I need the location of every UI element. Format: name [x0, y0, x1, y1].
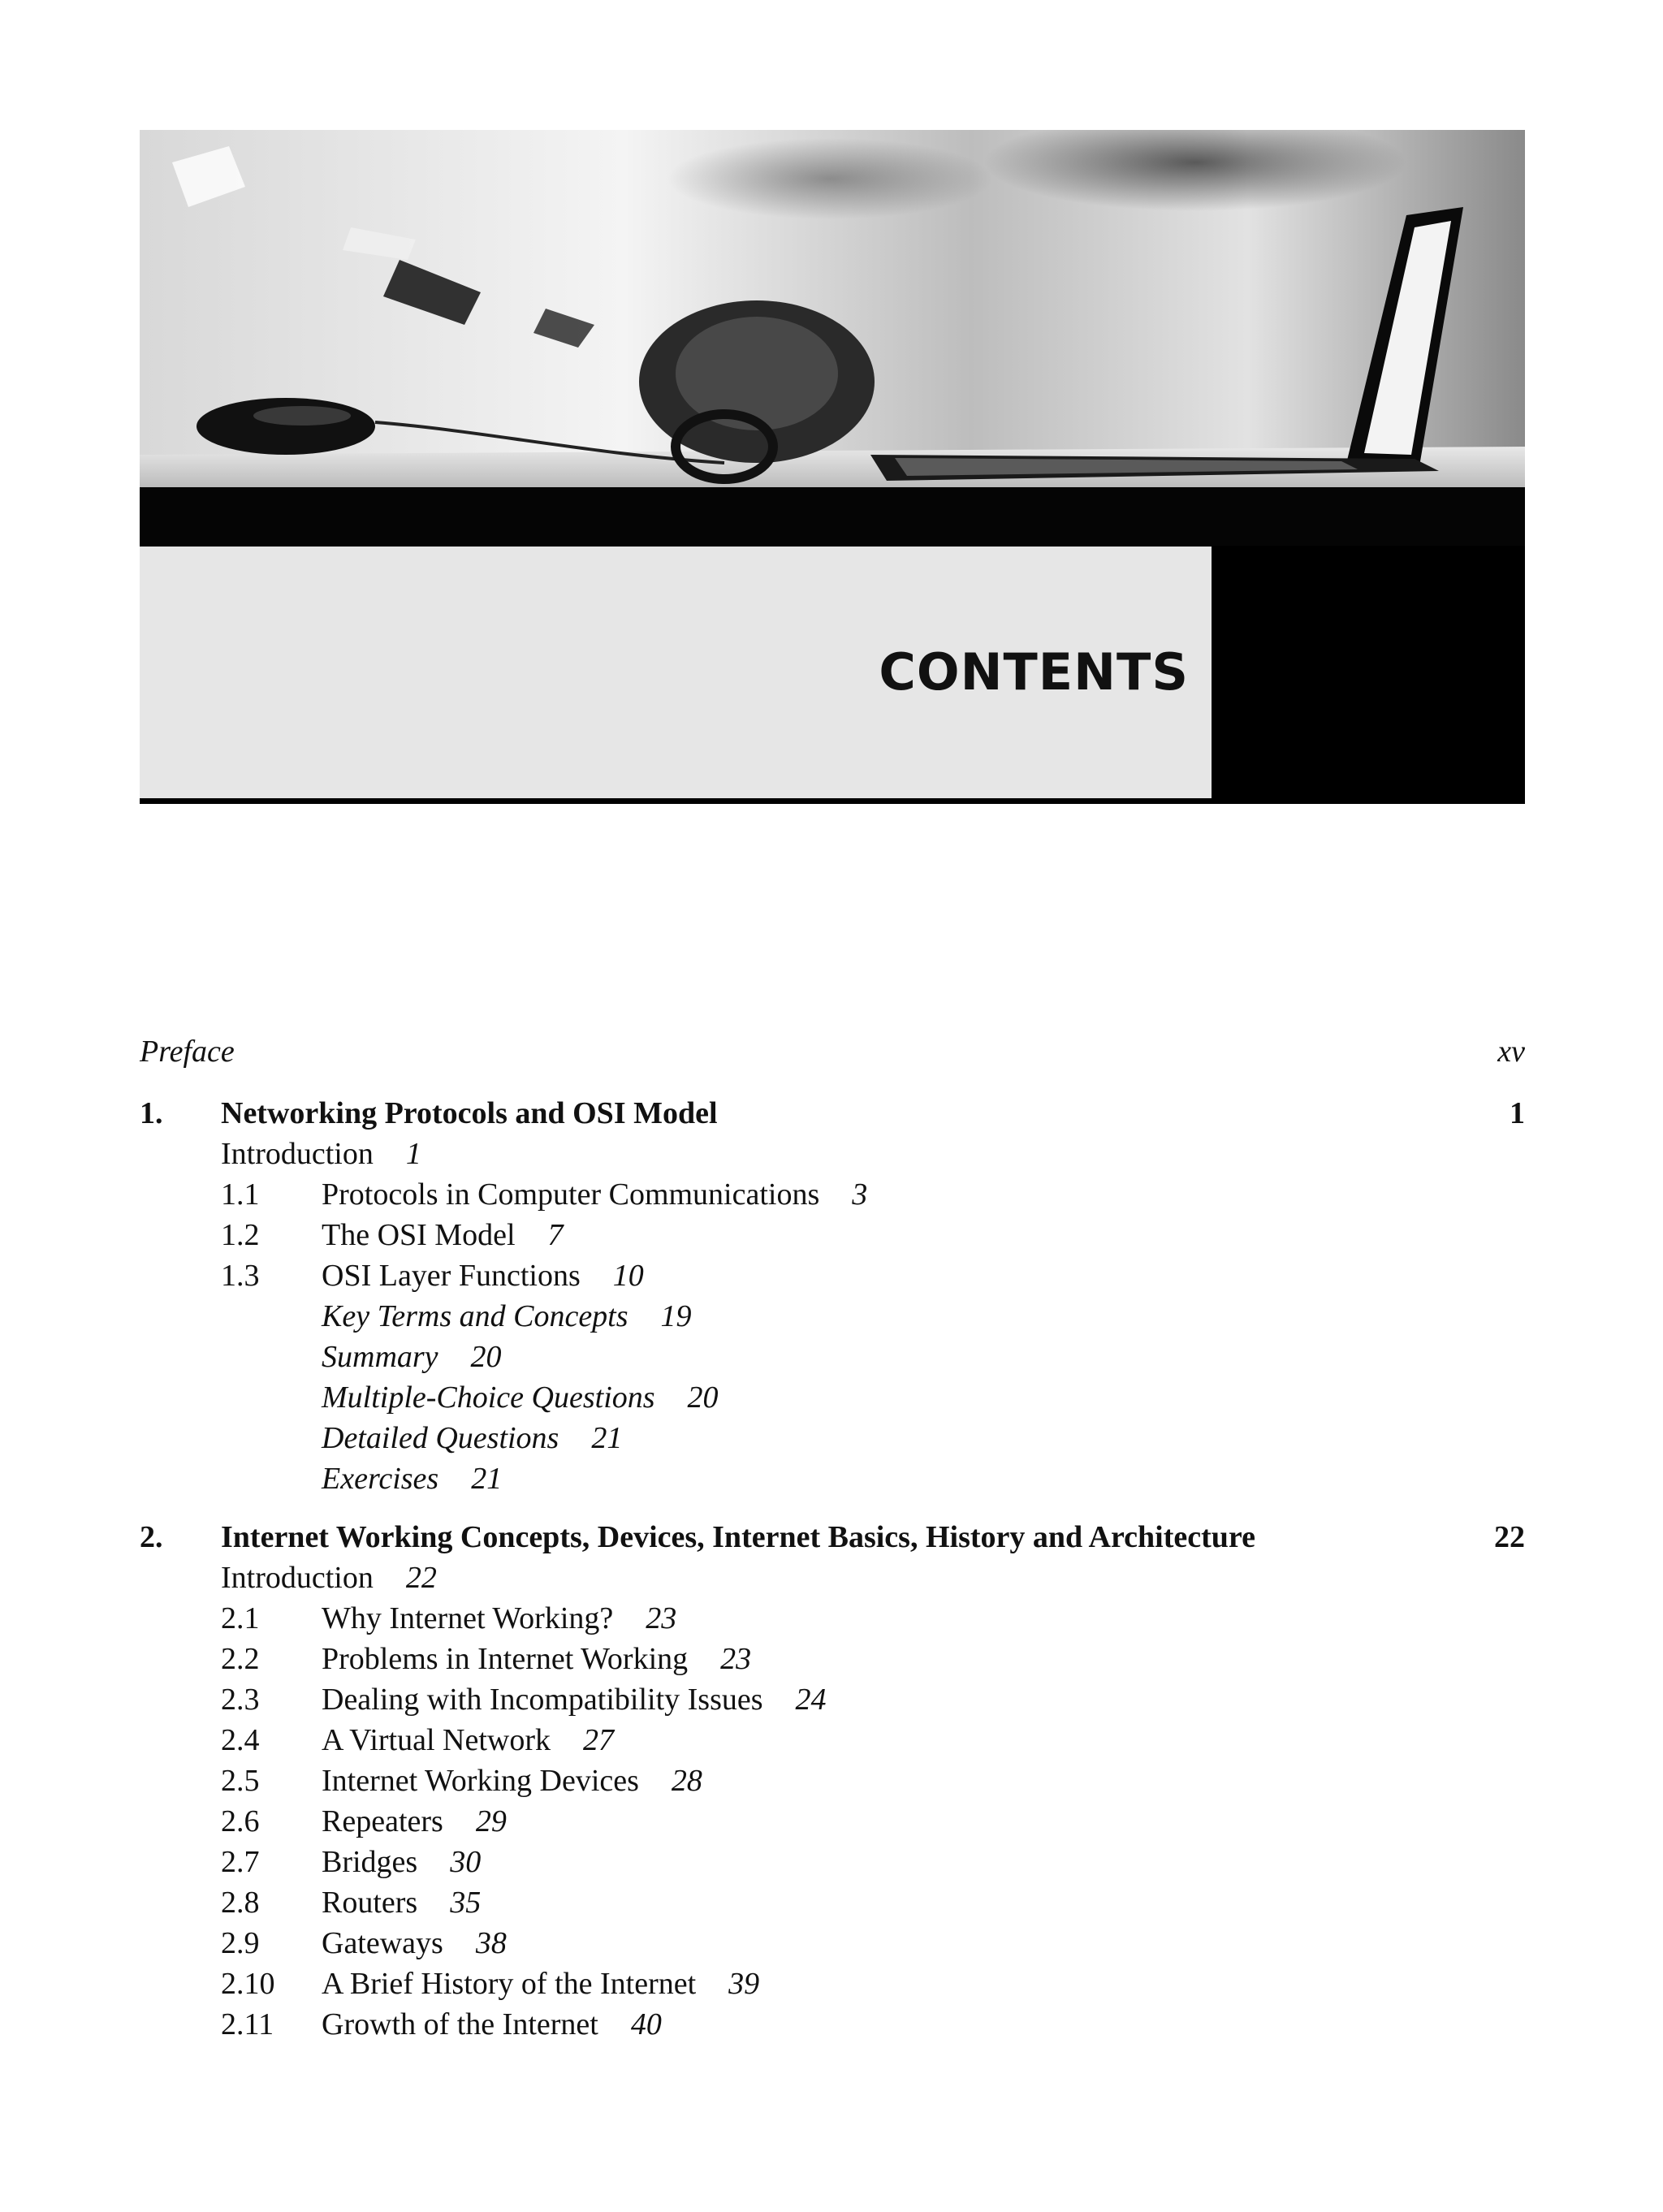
entry-label: Repeaters	[322, 1804, 443, 1838]
entry-page: 28	[671, 1764, 702, 1798]
entry-label: Key Terms and Concepts	[322, 1299, 628, 1333]
entry-page: 7	[547, 1218, 564, 1252]
entry-page: 22	[405, 1561, 437, 1595]
toc-entry[interactable]	[140, 1598, 1525, 1639]
toc-entry[interactable]	[140, 2004, 1525, 2045]
entry-page: 10	[612, 1259, 644, 1293]
toc-entry[interactable]	[140, 1337, 1525, 1377]
section-number: 2.4	[221, 1723, 260, 1757]
toc-chapter-1[interactable]	[140, 1093, 1525, 1134]
toc-entry[interactable]	[140, 1882, 1525, 1923]
toc-entry[interactable]	[140, 1639, 1525, 1679]
toc-entry[interactable]	[140, 1964, 1525, 2004]
entry-page: 39	[728, 1967, 760, 2001]
entry-page: 3	[852, 1177, 868, 1212]
entry-page: 23	[646, 1601, 677, 1635]
desk-photo-icon	[140, 130, 1525, 546]
toc-entry[interactable]	[140, 1215, 1525, 1255]
chapter-page: 22	[1494, 1520, 1525, 1554]
entry-page: 20	[687, 1380, 719, 1415]
entry-label: Gateways	[322, 1926, 443, 1960]
entry-label: Dealing with Incompatibility Issues	[322, 1683, 763, 1717]
toc-entry[interactable]	[140, 1418, 1525, 1458]
entry-label: Multiple-Choice Questions	[322, 1380, 655, 1415]
entry-page: 38	[475, 1926, 507, 1960]
entry-page: 40	[630, 2007, 662, 2041]
section-number: 2.6	[221, 1804, 260, 1838]
toc-entry[interactable]	[140, 1842, 1525, 1882]
entry-page: 21	[591, 1421, 623, 1455]
toc-entry[interactable]	[140, 1679, 1525, 1720]
entry-page: 19	[660, 1299, 692, 1333]
page-title: CONTENTS	[879, 642, 1189, 702]
toc-chapter-2[interactable]	[140, 1517, 1525, 1557]
entry-label: Detailed Questions	[322, 1421, 559, 1455]
toc-entry[interactable]	[140, 1134, 1525, 1174]
toc-preface-label: Preface	[140, 1035, 235, 1069]
entry-label: A Virtual Network	[322, 1723, 551, 1757]
entry-page: 20	[470, 1340, 502, 1374]
toc-entry[interactable]	[140, 1458, 1525, 1499]
entry-label: Why Internet Working?	[322, 1601, 614, 1635]
title-box	[140, 547, 1212, 798]
entry-label: Internet Working Devices	[322, 1764, 639, 1798]
entry-label: Growth of the Internet	[322, 2007, 598, 2041]
entry-page: 30	[450, 1845, 482, 1879]
entry-label: Problems in Internet Working	[322, 1642, 689, 1676]
chapter-number: 2.	[140, 1520, 163, 1554]
section-number: 1.1	[221, 1177, 260, 1212]
toc-entry[interactable]	[140, 1720, 1525, 1761]
section-number: 1.3	[221, 1259, 260, 1293]
section-number: 2.9	[221, 1926, 260, 1960]
section-number: 2.1	[221, 1601, 260, 1635]
entry-label: Introduction	[221, 1561, 374, 1595]
chapter-title: Internet Working Concepts, Devices, Internet Basics, History and Architecture	[221, 1520, 1255, 1554]
entry-page: 24	[795, 1683, 827, 1717]
toc-entry[interactable]	[140, 1761, 1525, 1801]
toc-entry[interactable]	[140, 1296, 1525, 1337]
chapter-title: Networking Protocols and OSI Model	[221, 1096, 718, 1130]
section-number: 2.10	[221, 1967, 275, 2001]
entry-label: Protocols in Computer Communications	[322, 1177, 820, 1212]
section-number: 2.11	[221, 2007, 274, 2041]
toc-entry[interactable]	[140, 1801, 1525, 1842]
entry-page: 23	[720, 1642, 752, 1676]
entry-label: A Brief History of the Internet	[322, 1967, 697, 2001]
section-number: 2.5	[221, 1764, 260, 1798]
entry-label: Exercises	[322, 1462, 439, 1496]
entry-label: Introduction	[221, 1137, 374, 1171]
entry-page: 29	[475, 1804, 507, 1838]
entry-label: Routers	[322, 1886, 418, 1920]
section-number: 1.2	[221, 1218, 260, 1252]
toc-entry[interactable]	[140, 1557, 1525, 1598]
contents-banner	[140, 130, 1525, 804]
entry-label: Summary	[322, 1340, 438, 1374]
entry-label: The OSI Model	[322, 1218, 516, 1252]
banner-underline	[140, 798, 1212, 804]
toc-entry[interactable]	[140, 1923, 1525, 1964]
toc-entry[interactable]	[140, 1174, 1525, 1215]
entry-page: 27	[582, 1723, 614, 1757]
section-number: 2.7	[221, 1845, 260, 1879]
entry-page: 21	[471, 1462, 503, 1496]
toc-entry[interactable]	[140, 1255, 1525, 1296]
entry-page: 35	[450, 1886, 482, 1920]
chapter-page: 1	[1510, 1096, 1525, 1130]
toc-entry[interactable]	[140, 1377, 1525, 1418]
entry-label: Bridges	[322, 1845, 418, 1879]
toc-preface[interactable]	[140, 1031, 1525, 1072]
chapter-number: 1.	[140, 1096, 163, 1130]
entry-label: OSI Layer Functions	[322, 1259, 581, 1293]
section-number: 2.2	[221, 1642, 260, 1676]
entry-page: 1	[405, 1137, 421, 1171]
section-number: 2.3	[221, 1683, 260, 1717]
section-number: 2.8	[221, 1886, 260, 1920]
toc-preface-page: xv	[1497, 1035, 1525, 1069]
